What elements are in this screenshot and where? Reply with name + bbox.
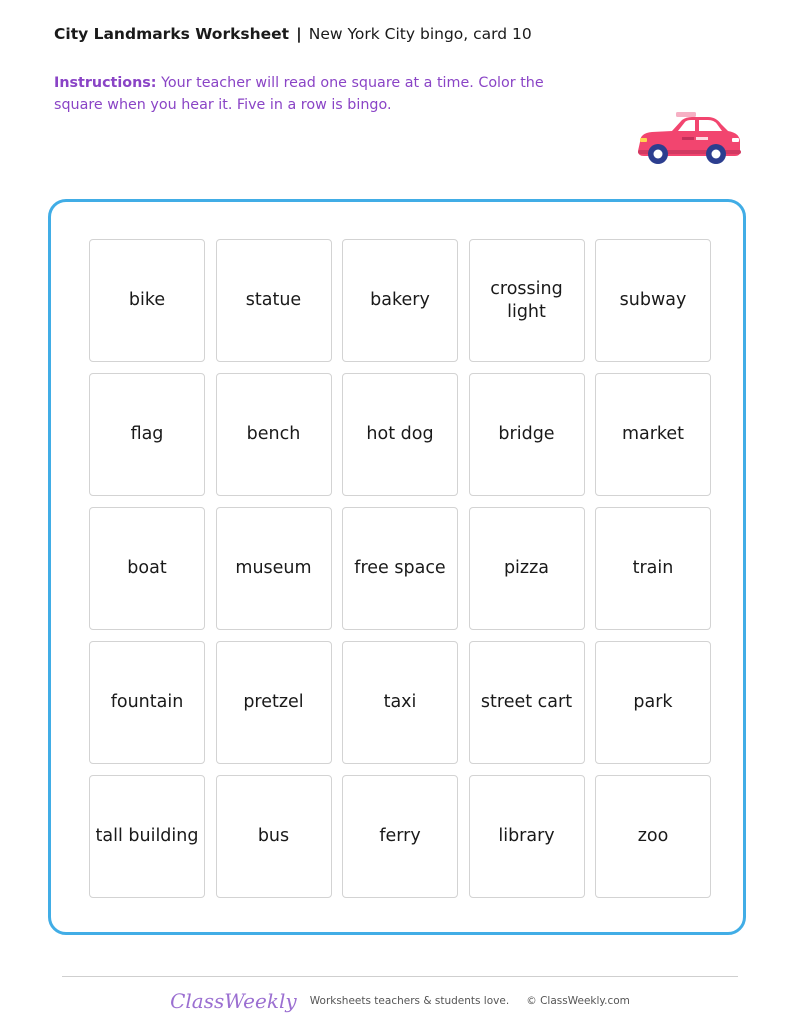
footer-divider [62, 976, 738, 977]
worksheet-header [54, 25, 532, 43]
bingo-cell[interactable]: street cart [469, 641, 585, 764]
bingo-cell[interactable]: subway [595, 239, 711, 362]
bingo-cell[interactable]: bench [216, 373, 332, 496]
taxi-cab-icon [634, 110, 742, 168]
bingo-cell[interactable]: crossing light [469, 239, 585, 362]
bingo-cell[interactable]: market [595, 373, 711, 496]
bingo-cell[interactable]: zoo [595, 775, 711, 898]
bingo-cell[interactable]: flag [89, 373, 205, 496]
bingo-cell[interactable]: bridge [469, 373, 585, 496]
bingo-grid [89, 239, 712, 898]
bingo-cell[interactable]: library [469, 775, 585, 898]
bingo-cell[interactable]: taxi [342, 641, 458, 764]
title-separator: | [296, 25, 302, 43]
bingo-cell[interactable]: boat [89, 507, 205, 630]
instructions-label: Instructions: [54, 75, 157, 91]
instructions [54, 73, 584, 116]
worksheet-title: City Landmarks Worksheet [54, 25, 290, 43]
worksheet-subtitle: New York City bingo, card 10 [308, 25, 532, 43]
footer-tagline: Worksheets teachers & students love. [309, 995, 510, 1007]
footer [0, 989, 800, 1013]
bingo-cell[interactable]: statue [216, 239, 332, 362]
bingo-cell[interactable]: fountain [89, 641, 205, 764]
instructions-text: Your teacher will read one square at a time. Color the square when you hear it. Five in a row is bingo. [54, 75, 544, 113]
bingo-cell[interactable]: park [595, 641, 711, 764]
bingo-cell[interactable]: train [595, 507, 711, 630]
bingo-cell[interactable]: pretzel [216, 641, 332, 764]
bingo-cell[interactable]: museum [216, 507, 332, 630]
bingo-cell[interactable]: bus [216, 775, 332, 898]
bingo-cell[interactable]: ferry [342, 775, 458, 898]
bingo-cell[interactable]: pizza [469, 507, 585, 630]
bingo-cell[interactable]: bakery [342, 239, 458, 362]
bingo-cell[interactable]: bike [89, 239, 205, 362]
bingo-cell[interactable]: free space [342, 507, 458, 630]
bingo-cell[interactable]: tall building [89, 775, 205, 898]
brand-logo: ClassWeekly [170, 989, 297, 1013]
footer-copyright: © ClassWeekly.com [526, 995, 630, 1007]
bingo-cell[interactable]: hot dog [342, 373, 458, 496]
